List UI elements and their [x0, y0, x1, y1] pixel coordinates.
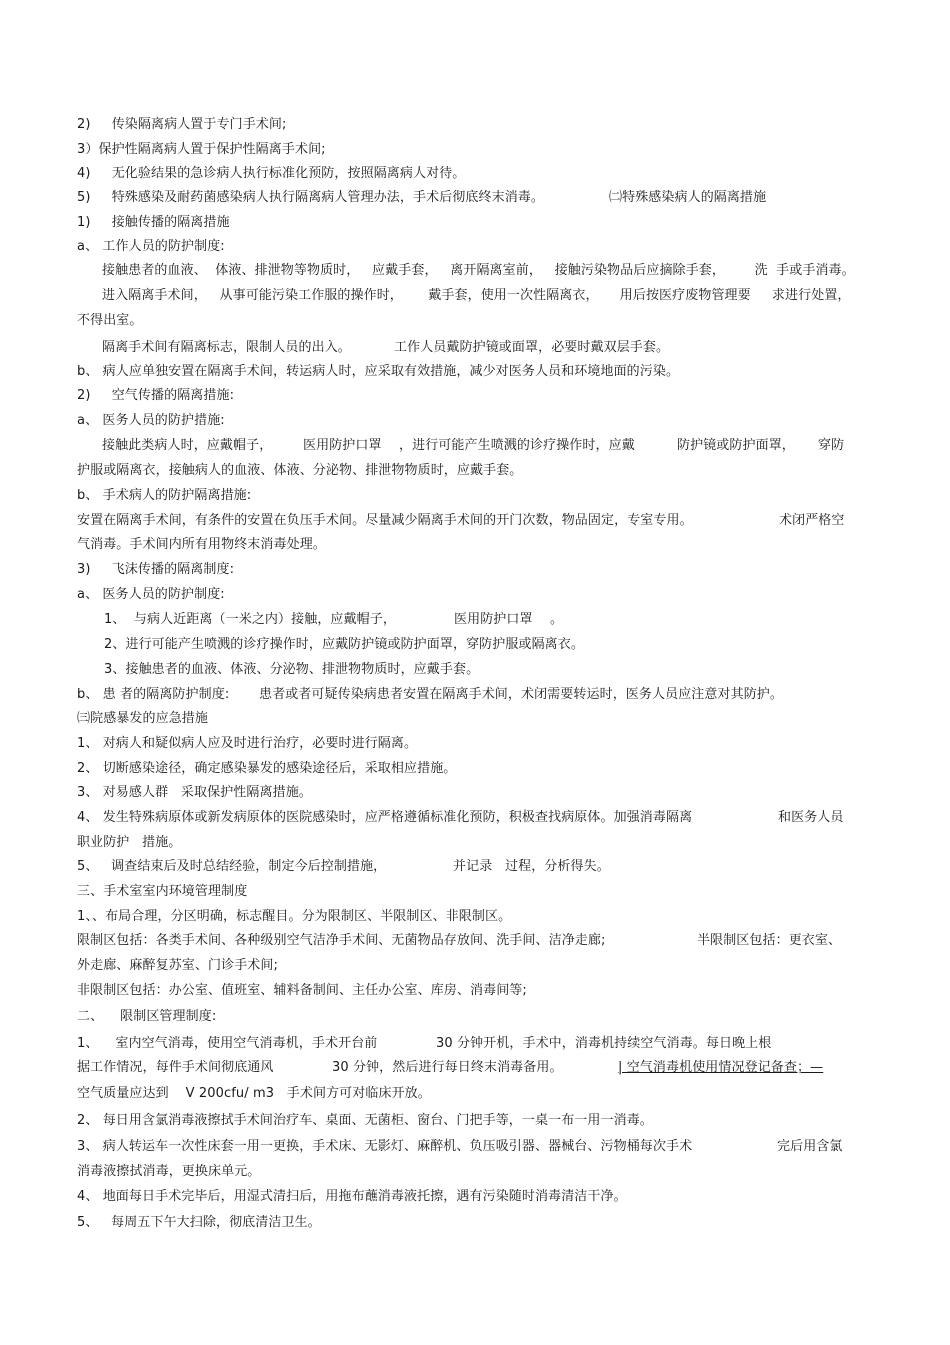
text-line: 二、 限制区管理制度: [77, 1009, 217, 1024]
text-line: 4、 地面每日手术完毕后，用湿式清扫后，用拖布蘸消毒液托擦，遇有污染随时消毒清洁干净。 [77, 1189, 627, 1204]
text-line: 消毒液擦拭消毒，更换床单元。 [77, 1164, 261, 1179]
text-line: 4) 无化验结果的急诊病人执行标准化预防，按照隔离病人对待。 [77, 166, 466, 181]
text-line: 5、 每周五下午大扫除，彻底清洁卫生。 [77, 1215, 321, 1230]
text-line: b、 手术病人的防护隔离措施: [77, 488, 252, 503]
text-line: 1、 室内空气消毒，使用空气消毒机，手术开台前 30 分钟开机，手术中，消毒机持续空气消毒。每日晚上根 [77, 1036, 772, 1051]
text-line: 2、进行可能产生喷溅的诊疗操作时，应戴防护镜或防护面罩，穿防护服或隔离衣。 [104, 637, 584, 652]
text-line: 限制区包括：各类手术间、各种级别空气洁净手术间、无菌物品存放间、洗手间、洁净走廊; 半限制区包括：更衣室、 [77, 933, 842, 948]
text-line: b、 患 者的隔离防护制度: 患者或者可疑传染病患者安置在隔离手术间，术闭需要转运时，医务人员应注意对其防护。 [77, 687, 784, 702]
text-line: a、 医务人员的防护措施: [77, 413, 225, 428]
text-line: 3）保护性隔离病人置于保护性隔离手术间; [77, 142, 326, 157]
text-line: 3、 病人转运车一次性床套一用一更换，手术床、无影灯、麻醉机、负压吸引器、器械台、污物桶每次手术 完后用含氯 [77, 1139, 843, 1154]
text-line: 接触此类病人时，应戴帽子， 医用防护口罩 ，进行可能产生喷溅的诊疗操作时，应戴 防护镜或防护面罩， 穿防 [102, 438, 845, 453]
text-line: 气消毒。手术间内所有用物终末消毒处理。 [77, 537, 326, 552]
text-line: 2) 空气传播的隔离措施: [77, 388, 235, 403]
text-line: 职业防护 措施。 [77, 835, 182, 850]
text-line: 2、 切断感染途径，确定感染暴发的感染途径后，采取相应措施。 [77, 761, 457, 776]
text-line: 安置在隔离手术间，有条件的安置在负压手术间。尽量减少隔离手术间的开门次数，物品固定，专室专用。 术闭严格空 [77, 513, 845, 528]
text-line: 2、 每日用含氯消毒液擦拭手术间治疗车、桌面、无菌柜、窗台、门把手等，一桌一布一用一消毒。 [77, 1113, 653, 1128]
text-line: 进入隔离手术间， 从事可能污染工作服的操作时， 戴手套，使用一次性隔离衣， 用后按医疗废物管理要 求进行处置， [102, 288, 851, 303]
text-line: 1) 接触传播的隔离措施 [77, 215, 230, 230]
text-line: 5) 特殊感染及耐药菌感染病人执行隔离病人管理办法，手术后彻底终末消毒。 ㈡特殊感染病人的隔离措施 [77, 190, 767, 205]
text-line: 外走廊、麻醉复苏室、门诊手术间; [77, 958, 278, 973]
text-line: 隔离手术间有隔离标志，限制人员的出入。 工作人员戴防护镜或面罩，必要时戴双层手套。 [102, 340, 670, 355]
text-line: 三、手术室室内环境管理制度 [77, 884, 248, 899]
text-line: 1、 与病人近距离（一米之内）接触，应戴帽子， 医用防护口罩 。 [104, 612, 564, 627]
text-line: 3、 对易感人群 采取保护性隔离措施。 [77, 785, 312, 800]
text-line: 非限制区包括：办公室、值班室、辅料备制间、主任办公室、库房、消毒间等; [77, 983, 527, 998]
text-line: 3、接触患者的血液、体液、分泌物、排泄物物质时，应戴手套。 [104, 662, 480, 677]
text-line: 不得出室。 [77, 313, 143, 328]
text-line: 1、、布局合理，分区明确，标志醒目。分为限制区、半限制区、非限制区。 [77, 909, 512, 924]
text-line: 3) 飞沫传播的隔离制度: [77, 562, 235, 577]
text-line: a、 医务人员的防护制度: [77, 587, 225, 602]
text-line: b、 病人应单独安置在隔离手术间，转运病人时，应采取有效措施，减少对医务人员和环境地面的污染。 [77, 364, 680, 379]
text-line: 护服或隔离衣，接触病人的血液、体液、分泌物、排泄物物质时，应戴手套。 [77, 463, 523, 478]
text-line: 5、 调查结束后及时总结经验，制定今后控制措施， 并记录 过程，分析得失。 [77, 859, 610, 874]
text-line: 4、 发生特殊病原体或新发病原体的医院感染时，应严格遵循标准化预防，积极查找病原体。加强消毒隔离 和医务人员 [77, 810, 844, 825]
text-line: 接触患者的血液、 体液、排泄物等物质时， 应戴手套， 离开隔离室前， 接触污染物品后应摘除手套， 洗 手或手消毒。 [102, 263, 855, 278]
text-line: ㈢院感暴发的应急措施 [77, 711, 209, 726]
text-line: 据工作情况，每件手术间彻底通风 30 分钟，然后进行每日终末消毒备用。 | 空气消毒机使用情况登记备查；— [77, 1060, 824, 1075]
text-line: a、 工作人员的防护制度: [77, 239, 225, 254]
text-line: 2) 传染隔离病人置于专门手术间; [77, 117, 287, 132]
text-line: 空气质量应达到 V 200cfu/ m3 手术间方可对临床开放。 [77, 1086, 431, 1101]
text-line: 1、 对病人和疑似病人应及时进行治疗，必要时进行隔离。 [77, 736, 418, 751]
